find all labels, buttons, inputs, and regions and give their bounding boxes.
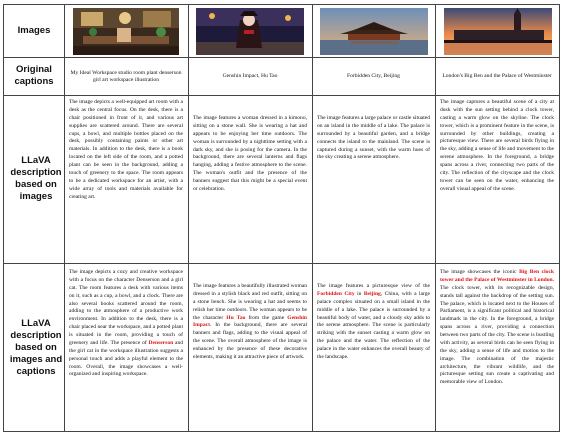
row-divider	[4, 263, 559, 264]
desc-captions-forbidden-city	[312, 281, 435, 433]
row-label-desc-captions: LLaVA description based on images and captions	[9, 318, 63, 377]
description-text: The image depicts a cozy and creative workspace with a focus on the character Denserson and a girl cat. The room features a desk with various items on it, such as a cup, a bowl, and a clock. There are also several books scattered around the room, adding to the atmosphere of a productive work environment. In addition to the desk, there is a chair placed near the workspace, and a potted plant is situated in the room, providing a touch of greenery and life. The presence of	[69, 269, 183, 346]
desc-images-big-ben: The image captures a beautiful scene of a city at dusk with the sun setting behind a clock tower, casting a warm glow on the skyline. The clock tower, which is a prominent feature in the scene, is surrounded by other buildings, creating a picturesque view. There are several birds flying in the sky, adding a sense of life and movement to the serene atmosphere. In the foreground, a bridge spans across a river, connecting two parts of the city. The reflection of the cityscape and the clock tower can be seen on the water, enhancing the overall visual appeal of the scene.	[440, 99, 554, 192]
workspace-image	[73, 8, 179, 55]
highlighted-entity: Hu Tao	[226, 314, 246, 321]
description-text: The image features a beautifully illustrated woman dressed in a stylish black and red outfit, sitting on a stone bench. She is wearing a hat and seems to relish her time outdoors. The woman appears to be the character	[193, 283, 307, 321]
description-text: The image showcases the iconic	[440, 269, 520, 275]
desc-captions-workspace	[64, 267, 188, 433]
forbidden-city-image	[320, 8, 428, 55]
caption-genshin: Genshin Impact, Hu Tao	[222, 73, 278, 80]
row-label-desc-images: LLaVA description based on images	[10, 155, 62, 202]
row-label-captions: Original captions	[14, 64, 54, 87]
highlighted-entity: Forbidden City	[317, 290, 355, 297]
description-text: from the game	[245, 314, 288, 321]
desc-captions-genshin	[188, 281, 312, 433]
desc-images-genshin: The image features a woman dressed in a kimono, sitting on a stone wall. She is wearing a hat and appears to be enjoying her time outdoors. The woman is surrounded by a nighttime setting with a dark sky, and she is posing for the camera. In the background, there are several lanterns and flags hanging, adding a festive atmosphere to the scene. The woman's outfit and the presence of the banners suggest that this might be a special event or celebration.	[193, 115, 307, 192]
big-ben-image	[444, 8, 552, 55]
highlighted-entity: Beijing	[363, 290, 381, 297]
description-text: , China, with a large palace complex situated on a small island in the middle of a lake. The palace is surrounded by a beautiful body of water, and a cloudy sky adds to the serene atmosphere. The scene is particularly striking with the sunset casting a warm glow on the palace and the water. The reflection of the palace in the water enhances the overall beauty of the landscape.	[317, 290, 430, 360]
desc-images-workspace: The image depicts a well-equipped art room with a desk as the central focus. On the desk, there is a chair positioned in front of it, and various art supplies are scattered around. There are several cups, a bowl, and multiple bottles placed on the desk, possibly containing paints or other art materials. In addition to the desk, there is a book located on the left side of the room, and a potted plant can be seen in the background, adding a touch of greenery to the space. The room appears to be a dedicated workspace for an artist, with a wide array of tools and materials available for creating art.	[69, 99, 183, 200]
description-text: The clock tower, with its recognizable design, stands tall against the backdrop of the setting sun. The palace, which is located next to the Houses of Parliament, is a significant political and historical landmark in the city. In the foreground, a bridge spans across a river, providing a connection between two parts of the city. The scene is bustling with activity, as several birds can be seen flying in the sky, adding a sense of life and motion to the image. The combination of the majestic architecture, the vibrant wildlife, and the picturesque setting sun create a captivating and memorable view of London.	[440, 284, 554, 386]
description-text: and the girl cat in the workspace illustration suggests a personal touch and adds a playful element to the room. Overall, the image showcases a well-organized and inspiring workspace.	[69, 339, 183, 378]
caption-forbidden-city: Forbidden City, Beijing	[347, 73, 400, 80]
desc-captions-big-ben	[435, 267, 559, 433]
description-text: in	[354, 290, 364, 297]
highlighted-entity: Genshin Impact	[193, 314, 307, 329]
caption-big-ben: London's Big Ben and the Palace of Westminster	[442, 73, 552, 80]
row-label-images: Images	[17, 25, 51, 37]
caption-workspace: My Ideal Workspace studio room plant denserson girl art workspace illustration	[70, 69, 182, 83]
genshin-image	[196, 8, 304, 55]
description-text: The image features a picturesque view of the	[317, 283, 430, 289]
comparison-table	[3, 4, 560, 432]
desc-images-forbidden-city: The image features a large palace or castle situated on an island in the middle of a lake. The palace is surrounded by a beautiful garden, and a bridge connects the island to the mainland. The scene is captured during a sunset, with the warm hues of the sky creating a serene atmosphere.	[317, 115, 430, 161]
highlighted-entity: Denserson	[148, 339, 174, 346]
highlighted-entity: Big Ben clock tower and the Palace of Westminster in London.	[440, 269, 555, 283]
description-text: . In the background, there are several banners and flags, adding to the visual appeal of the scene. The overall atmosphere of the image is enhanced by the presence of these decorative elements, making it an attractive piece of artwork.	[193, 322, 307, 360]
